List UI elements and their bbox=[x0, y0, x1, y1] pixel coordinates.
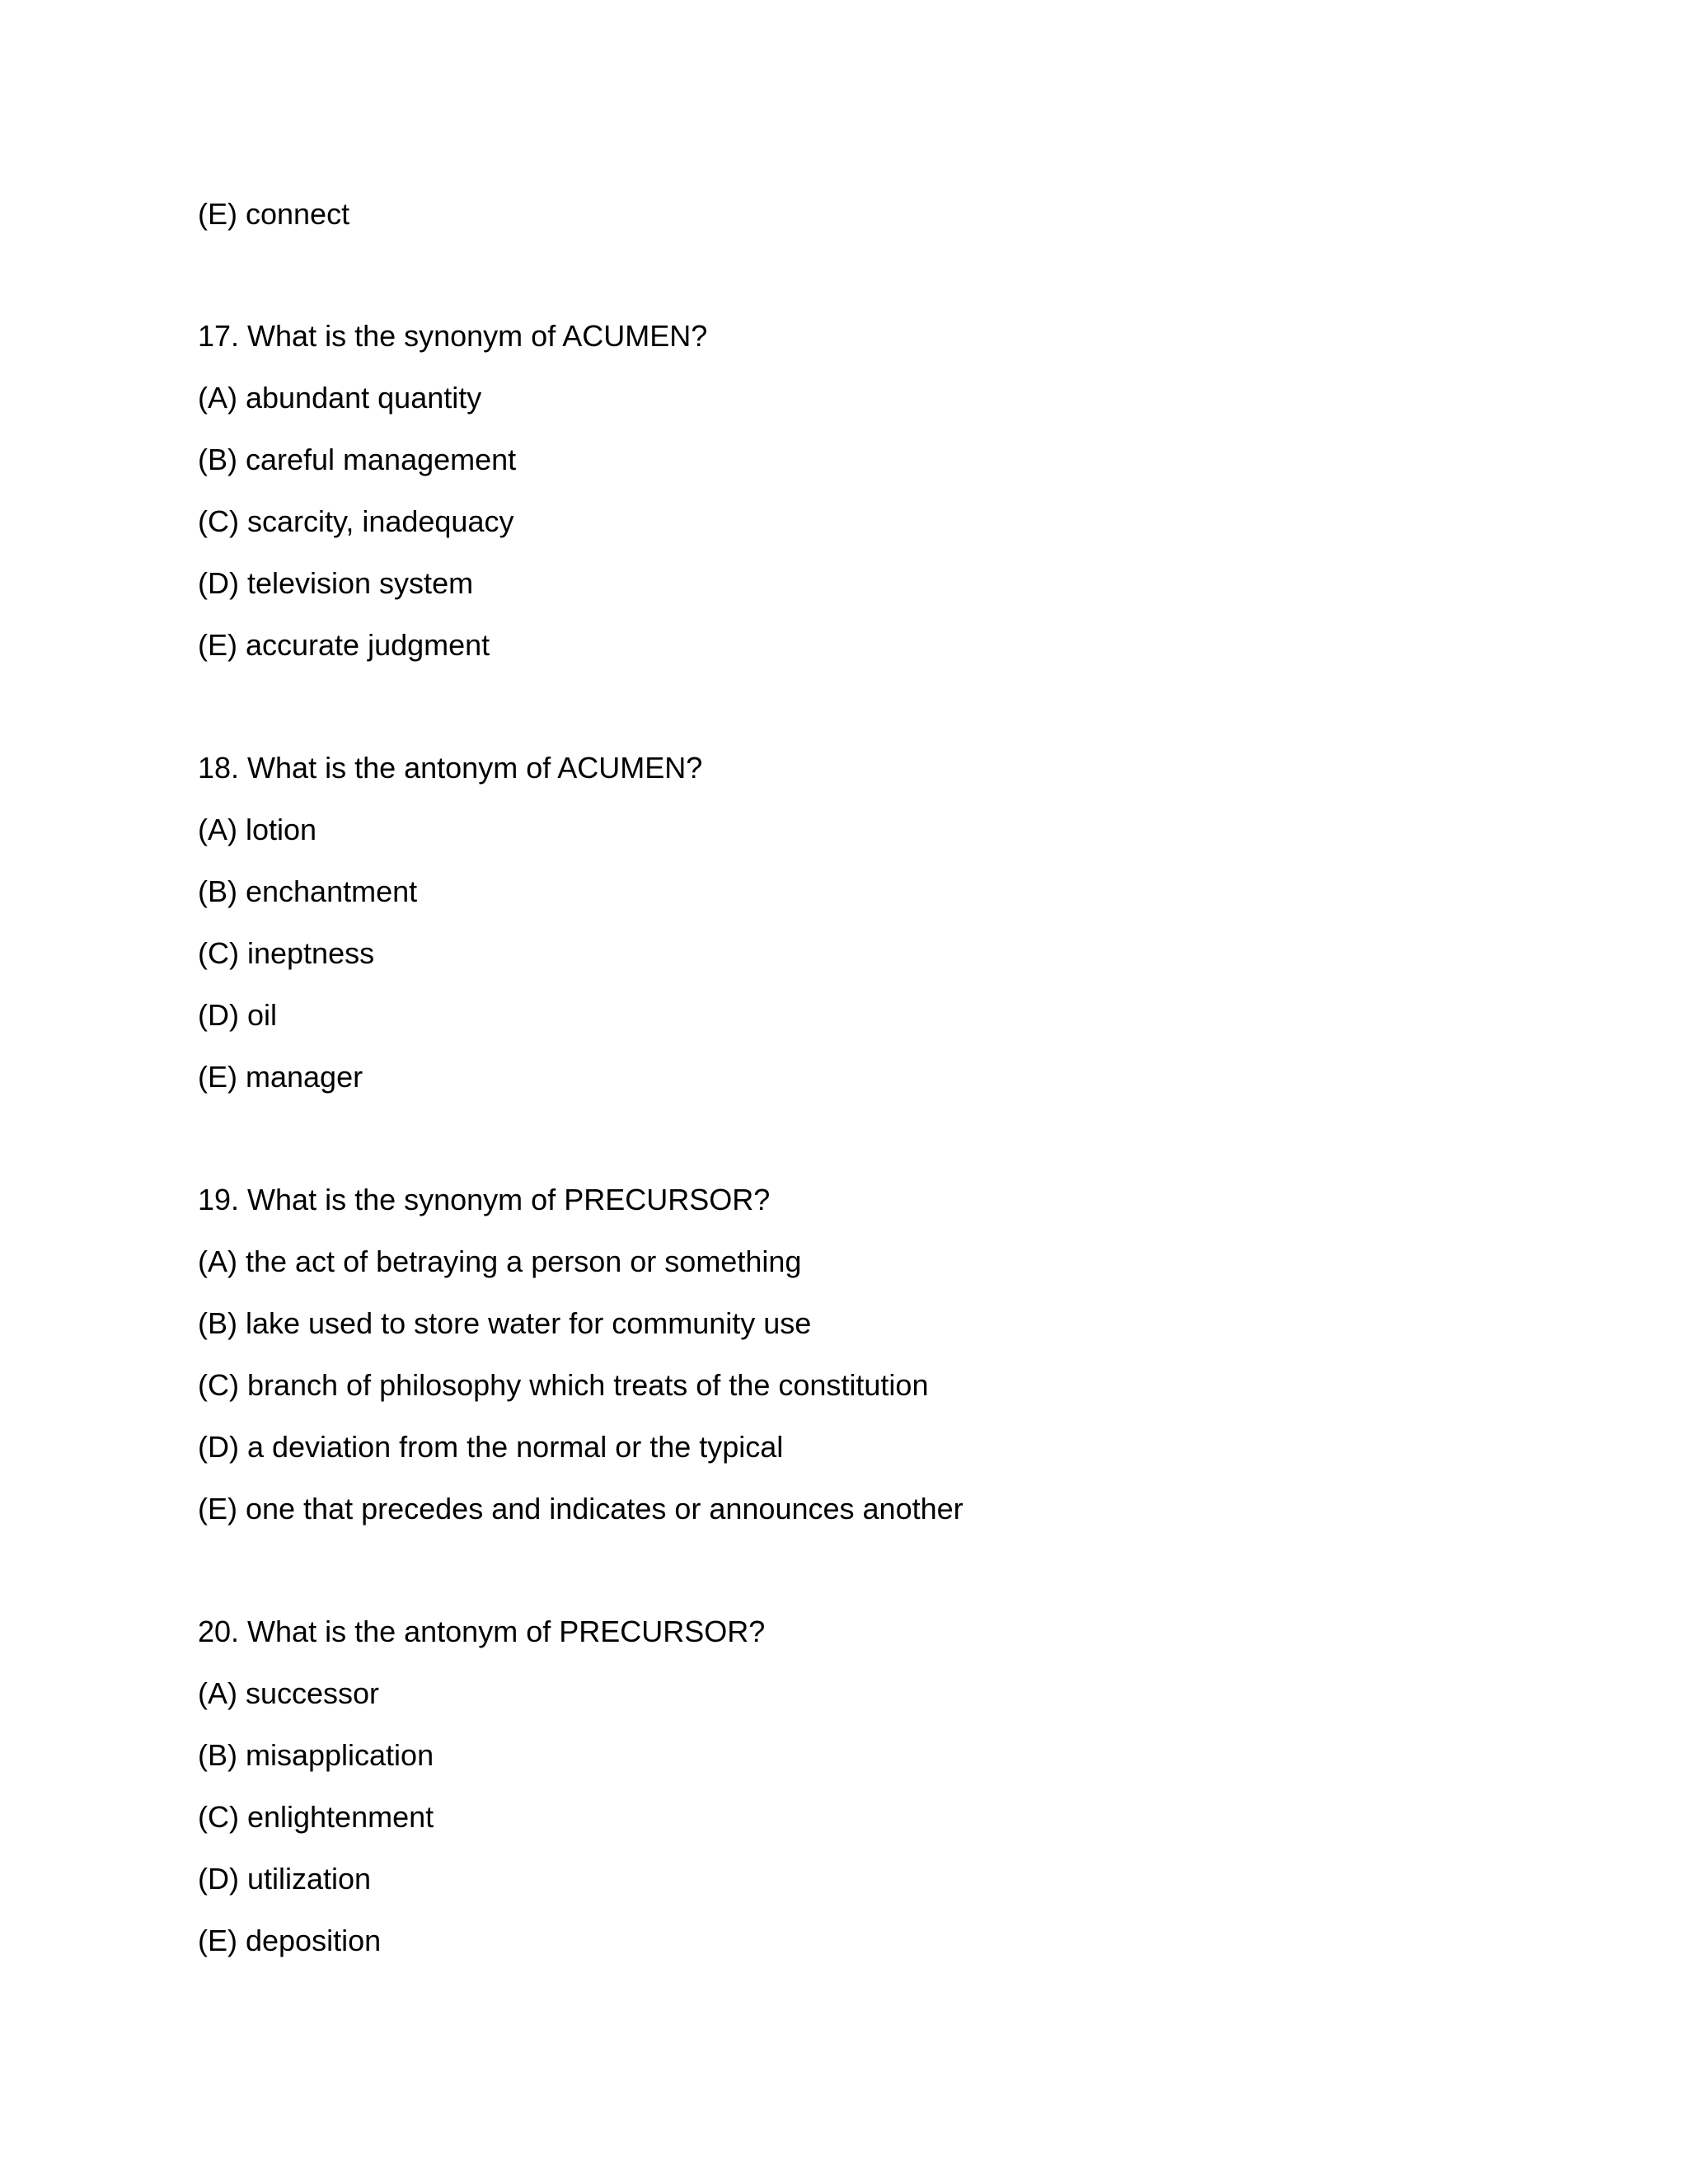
question-20-option-c: (C) enlightenment bbox=[198, 1800, 434, 1834]
question-18-prompt: 18. What is the antonym of ACUMEN? bbox=[198, 751, 703, 785]
question-19-option-b: (B) lake used to store water for community use bbox=[198, 1306, 812, 1340]
question-20-option-d: (D) utilization bbox=[198, 1862, 372, 1896]
question-19-option-e: (E) one that precedes and indicates or announces another bbox=[198, 1492, 964, 1526]
question-19-option-d: (D) a deviation from the normal or the typical bbox=[198, 1430, 784, 1464]
question-17-option-a: (A) abundant quantity bbox=[198, 381, 482, 415]
question-17-option-e: (E) accurate judgment bbox=[198, 628, 490, 662]
question-20-prompt: 20. What is the antonym of PRECURSOR? bbox=[198, 1615, 766, 1648]
question-18-option-c: (C) ineptness bbox=[198, 936, 375, 970]
option-text: (E) connect bbox=[198, 197, 350, 231]
question-18-option-b: (B) enchantment bbox=[198, 874, 418, 908]
question-17-option-d: (D) television system bbox=[198, 566, 474, 600]
question-17-prompt: 17. What is the synonym of ACUMEN? bbox=[198, 319, 708, 353]
question-18-option-e: (E) manager bbox=[198, 1060, 363, 1094]
question-19-prompt: 19. What is the synonym of PRECURSOR? bbox=[198, 1183, 771, 1216]
question-18-option-d: (D) oil bbox=[198, 998, 277, 1032]
question-19-option-a: (A) the act of betraying a person or something bbox=[198, 1244, 802, 1278]
question-18-option-a: (A) lotion bbox=[198, 813, 317, 846]
question-17-option-b: (B) careful management bbox=[198, 443, 517, 476]
question-17-option-c: (C) scarcity, inadequacy bbox=[198, 504, 514, 538]
question-20-option-b: (B) misapplication bbox=[198, 1738, 434, 1772]
question-20-option-a: (A) successor bbox=[198, 1676, 380, 1710]
question-20-option-e: (E) deposition bbox=[198, 1924, 382, 1957]
question-19-option-c: (C) branch of philosophy which treats of the constitution bbox=[198, 1368, 929, 1402]
